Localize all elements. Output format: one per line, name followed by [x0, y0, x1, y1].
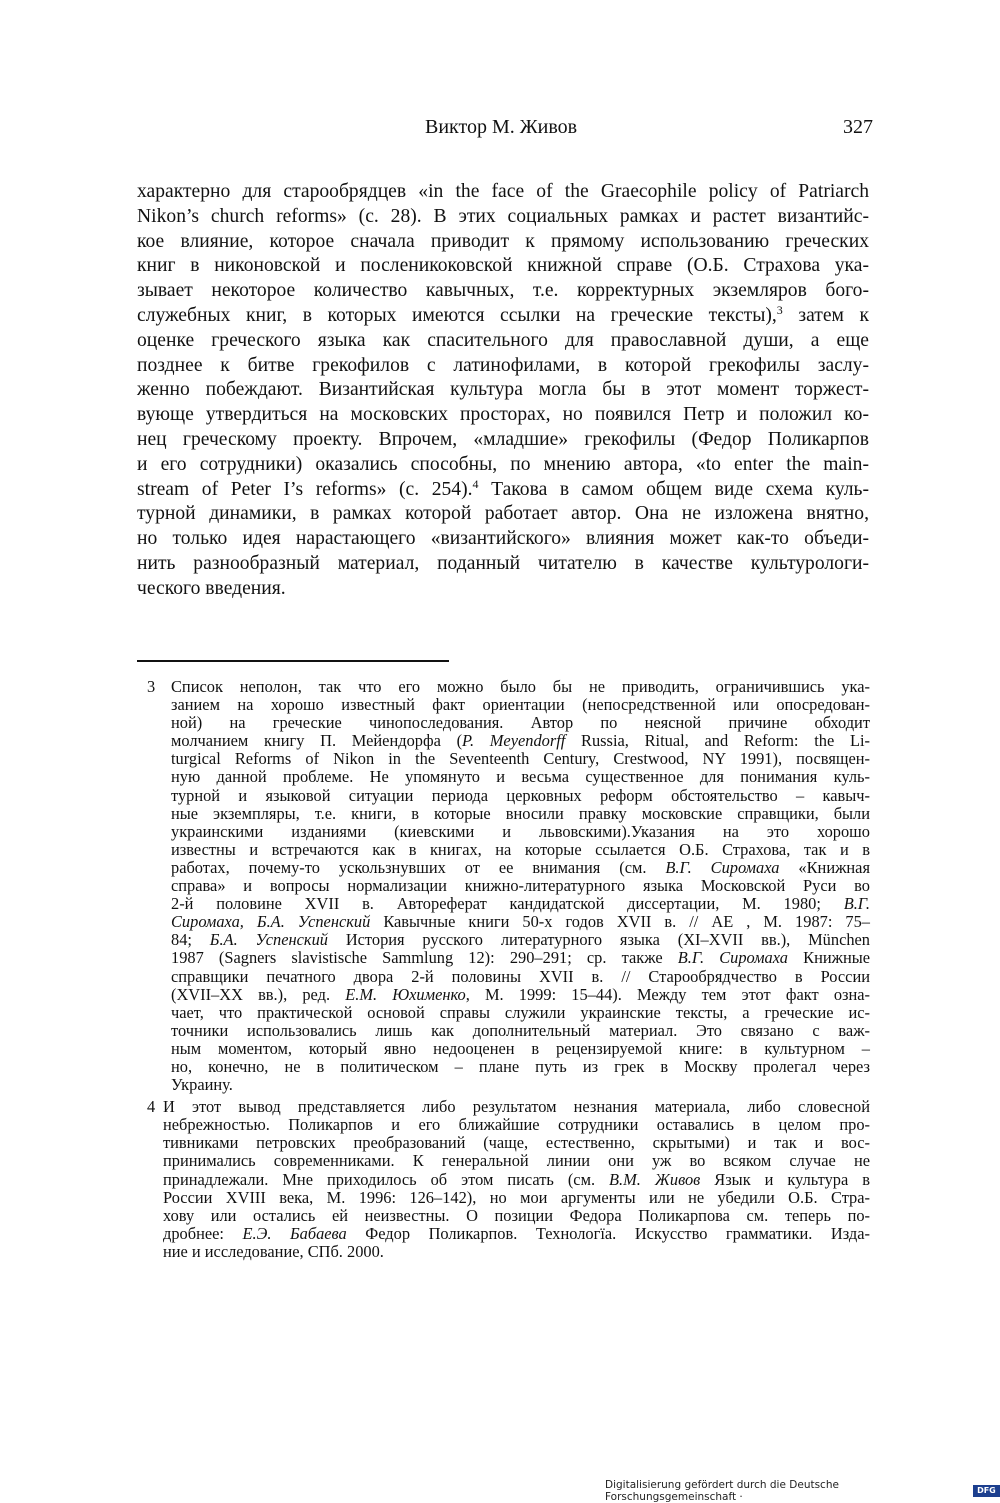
body-line: но только идея нарастающего «византийского» влияния может как-то объеди- — [137, 528, 869, 550]
body-line-text: stream of Peter I’s reforms» (c. 254). — [137, 478, 473, 500]
running-head-author: Виктор М. Живов — [425, 116, 578, 138]
body-line: зывает некоторое количество кавычных, т.е. корректурных экземляров бого- — [137, 280, 869, 302]
footnote-line: Украину. — [171, 1075, 233, 1095]
footnote-line — [147, 732, 870, 750]
body-line: книг в никоновской и посленикоковской книжной справе (О.Б. Страхова ука- — [137, 255, 869, 277]
footnote-line — [147, 931, 870, 949]
body-line-text: Такова в самом общем виде схема куль- — [478, 478, 869, 500]
footnote-text: 84; — [171, 930, 210, 950]
body-line: нить разнообразный материал, поданный читателю в качестве культурологи- — [137, 552, 869, 574]
footnote-line: хову или остались ей неизвестны. О позиции Федора Поликарпова см. теперь по- — [163, 1205, 870, 1225]
footnote-line: ную данной проблеме. Не упомянуто и весьма существенное для понимания куль- — [171, 767, 870, 787]
footnote-line: известны и встречаются как в книгах, на которые ссылается О.Б. Страхова, так и в — [171, 839, 870, 859]
footnote-text: молчанием книгу П. Мейендорфа ( — [171, 731, 463, 751]
body-line: женно побеждают. Византийская культура могла бы в этот момент торжест- — [137, 379, 869, 401]
footnote-text: Язык и культура в — [700, 1169, 870, 1189]
footnote-line: справа» и вопросы нормализации книжно-литературного языка Московской Руси во — [171, 876, 870, 896]
cited-author: Е.Э. Бабаева — [242, 1223, 347, 1243]
body-line — [137, 304, 869, 329]
footnote-text: История русского литературного языка (XI–XVII вв.), München — [327, 930, 871, 950]
footnote-text: 2-й половине XVII в. Автореферат кандидатской диссертации, М. 1980; — [171, 894, 844, 914]
footnote-line: небрежностью. Поликарпов и его ближайшие сотрудники оставались в целом про- — [163, 1115, 870, 1135]
cited-author: P. Meyendorff — [462, 731, 566, 751]
footnote-text: дробнее: — [163, 1223, 243, 1243]
footnote-line — [147, 986, 870, 1004]
body-line: ческого введения. — [137, 577, 286, 599]
footnote-text: 1987 (Sagners slavistische Sammlung 12): 290–291; ср. также — [171, 948, 678, 968]
cited-author: В.Г. — [843, 894, 870, 914]
footnote-text: «Книжная — [779, 857, 870, 877]
body-line-text: служебных книг, в которых имеются ссылки на греческие тексты), — [137, 304, 777, 326]
body-line: оценке греческого языка как спасительного для православной души, а еще — [137, 329, 869, 351]
footnote-line — [147, 949, 870, 967]
footnote-separator — [137, 660, 449, 662]
digitization-footer — [605, 1479, 1000, 1503]
footnote-line: И этот вывод представляется либо результатом незнания материала, либо словесной — [163, 1097, 870, 1117]
running-header — [137, 112, 873, 144]
footnote-line — [147, 895, 870, 913]
footnote-line: тивниками петровских преобразований (чаще, естественно, скрытыми) и так и вос- — [163, 1133, 870, 1153]
body-line: турной динамики, в рамках которой работает автор. Она не изложена внятно, — [137, 503, 869, 525]
footnote-ref-3[interactable]: 3 — [776, 302, 783, 317]
cited-author: Е.М. Юхименко — [345, 984, 466, 1004]
footnote-text: Книжные — [788, 948, 871, 968]
footnote-text: Russia, Ritual, and Reform: the Li- — [565, 731, 870, 751]
footnote-ref-4[interactable]: 4 — [472, 476, 479, 491]
footnote-text: (XVII–XX вв.), ред. — [171, 984, 346, 1004]
footnote-line — [147, 913, 870, 931]
footnote-3 — [147, 678, 870, 1094]
cited-author: В.Г. Сиромаха — [677, 948, 788, 968]
footnote-text: принадлежали. Мне приходилось об этом писать (см. — [163, 1169, 610, 1189]
body-line — [137, 478, 869, 503]
footnote-line: ные экземпляры, т.е. книги, в которые вносили правку московские справщики, были — [171, 803, 870, 823]
cited-author: В.Г. Сиромаха — [665, 857, 780, 877]
body-line: характерно для старообрядцев «in the face of the Graecophile policy of Patriarch — [137, 181, 869, 202]
body-line-text: затем к — [782, 304, 870, 326]
footnote-line — [147, 859, 870, 877]
footnote-line: но, конечно, не в политическом – плане путь из грек в Москву пролегал через — [171, 1056, 870, 1076]
cited-author: Б.А. Успенский — [209, 930, 328, 950]
footnote-line: Список неполон, так что его можно было бы не приводить, ограничившись ука- — [171, 677, 870, 696]
footnote-number: 4 — [147, 1097, 156, 1117]
footer-text: Digitalisierung gefördert durch die Deutsche Forschungsgemeinschaft · — [605, 1479, 839, 1503]
footnote-text: работах, почему-то ускользнувших от ее внимания (см. — [171, 857, 666, 877]
footnote-line: ным моментом, который явно недооценен в рецензируемой книге: в культурном – — [171, 1038, 870, 1058]
footnotes — [147, 678, 870, 1265]
footnote-line: turgical Reforms of Nikon in the Seventeenth Century, Crestwood, NY 1991), посвящен- — [171, 749, 870, 769]
cited-author: В.М. Живов — [609, 1169, 701, 1189]
footnote-line: ной) на греческие чинопоследования. Автор по неясной причине обходит — [171, 713, 870, 733]
dfg-logo-icon: DFG — [973, 1485, 1000, 1497]
footnote-line: принимались современниками. К генеральной линии они уж во всяком случае не — [163, 1151, 870, 1171]
body-line: вующе утвердиться на московских просторах, но появился Петр и положил ко- — [137, 404, 869, 426]
footnote-line — [147, 1171, 870, 1189]
footnote-line: России XVIII века, М. 1996: 126–142), но мои аргументы или не убедили О.Б. Стра- — [163, 1187, 870, 1207]
page-number: 327 — [843, 116, 873, 138]
footnote-text: , М. 1999: 15–44). Между тем этот факт озна- — [465, 984, 870, 1004]
body-line: кое влияние, которое сначала приводит к прямому использованию греческих — [137, 230, 869, 252]
footnote-line: турной и языковой ситуации периода церковных реформ обстоятельство – кавыч- — [171, 785, 870, 805]
body-line: и его сотрудники) оказались способны, по мнению автора, «to enter the main- — [137, 453, 869, 475]
body-line: позднее к битве грекофилов с латинофилами, в которой грекофилы заслу- — [137, 354, 869, 376]
footnote-line: справщики печатного двора 2-й половины XVII в. // Старообрядчество в России — [171, 966, 870, 986]
cited-author: Сиромаха, Б.А. Успенский — [171, 912, 371, 932]
body-line: нец греческому проекту. Впрочем, «младшие» грекофилы (Федор Поликарпов — [137, 428, 869, 450]
footnote-line: украинскими изданиями (киевскими и львовскими).Указания на это хорошо — [171, 821, 870, 841]
footnote-line — [147, 1225, 870, 1243]
footnote-text: Кавычные книги 50-х годов XVII в. // АЕ , М. 1987: 75– — [370, 912, 870, 932]
footnote-line: точники использовались лишь как дополнительный материал. Это связано с важ- — [171, 1020, 870, 1040]
body-line: Nikon’s church reforms» (c. 28). В этих социальных рамках и растет византийс- — [137, 205, 869, 227]
footnote-number: 3 — [147, 677, 156, 696]
footnote-line: занием на хорошо известный факт ориентации (непосредственной или опосредован- — [171, 695, 870, 715]
footnote-line: ние и исследование, СПб. 2000. — [163, 1241, 384, 1261]
footnote-text: Федор Поликарпов. Технологïа. Искусство грамматики. Изда- — [346, 1223, 870, 1243]
footnote-line: чает, что практической основой справы служили украинские тексты, а греческие ис- — [171, 1002, 870, 1022]
footnote-4 — [147, 1098, 870, 1261]
main-paragraph — [137, 180, 869, 602]
